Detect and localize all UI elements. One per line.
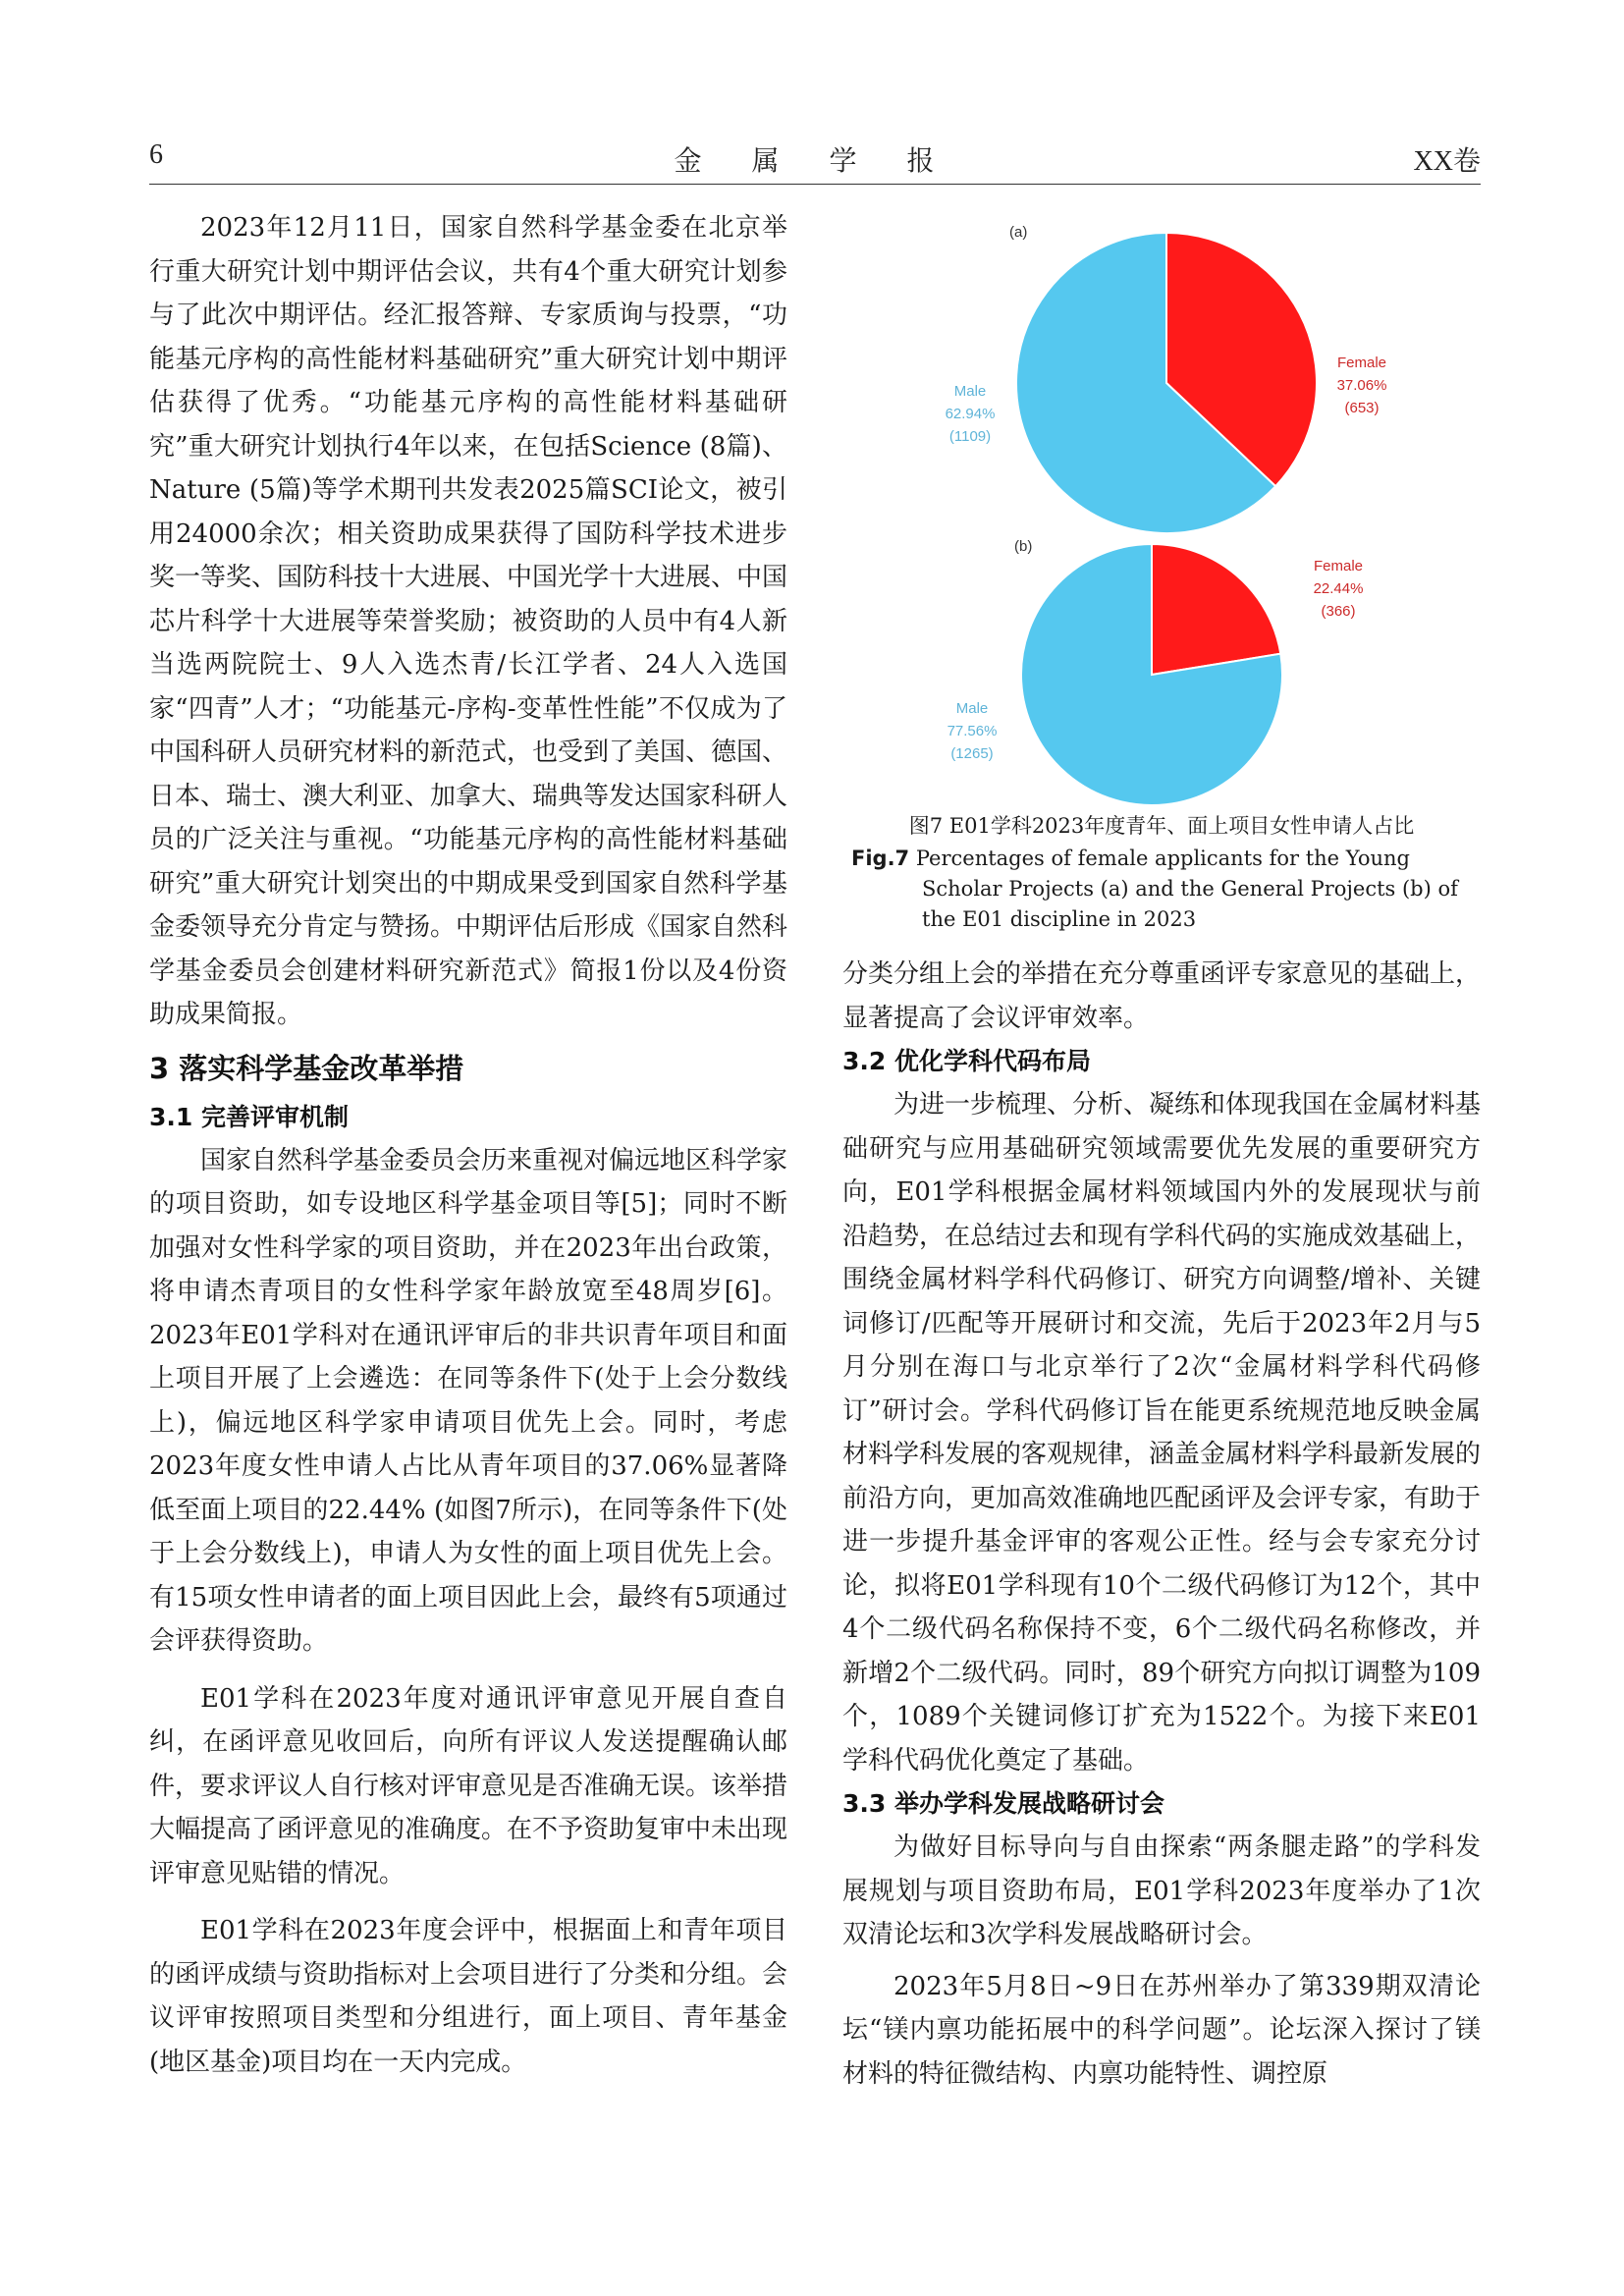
pie-b-female-count: (366) — [1321, 603, 1356, 620]
pie-a-male-name: Male — [953, 383, 987, 400]
pie-b-male-label — [933, 697, 1011, 765]
pie-b-female-label — [1294, 555, 1382, 623]
pie-a-female-name: Female — [1336, 355, 1387, 371]
subsection-heading-3-2: 3.2 优化学科代码布局 — [842, 1047, 1091, 1075]
caption-english — [851, 844, 1472, 935]
caption-fig-label: Fig.7 — [851, 847, 910, 870]
figure-caption — [842, 810, 1481, 935]
pie-b-male-count: (1265) — [950, 745, 994, 762]
caption-chinese: 图7 E01学科2023年度青年、面上项目女性申请人占比 — [908, 814, 1415, 838]
paragraph-discipline-codes: 为进一步梳理、分析、凝练和体现我国在金属材料基础研究与应用基础研究领域需要优先发展的重要研究方向，E01学科根据金属材料领域国内外的发展现状与前沿趋势，在总结过去和现有学科代码的实施成效基础上，围绕金属材料学科代码修订、研究方向调整/增补、关键词修订/匹配等开展研讨和交流，先后于2023年2月与5月分别在海口与北京举行了2次“金属材料学科代码修订”研讨会。学科代码修订旨在能更系统规范地反映金属材料学科发展的客观规律，涵盖金属材料学科最新发展的前沿方向，更加高效准确地匹配函评及会评专家，有助于进一步提升基金评审的客观公正性。经与会专家充分讨论，拟将E01学科现有10个二级代码修订为12个，其中4个二级代码名称保持不变，6个二级代码名称修改，并新增2个二级代码。同时，89个研究方向拟订调整为109个，1089个关键词修订扩充为1522个。为接下来E01学科代码优化奠定了基础。 — [842, 1090, 1482, 1776]
paragraph-grouping-result: 分类分组上会的举措在充分尊重函评专家意见的基础上，显著提高了会议评审效率。 — [842, 959, 1482, 1033]
pie-chart-b — [1019, 542, 1284, 807]
page-number: 6 — [149, 139, 163, 170]
paragraph-strategy-seminars: 为做好目标导向与自由探索“两条腿走路”的学科发展规划与项目资助布局，E01学科2023年度举办了1次双清论坛和3次学科发展战略研讨会。 — [842, 1832, 1481, 1949]
left-column — [149, 206, 787, 2084]
volume-label: XX卷 — [1413, 146, 1481, 177]
paragraph-panel-review: E01学科在2023年度会评中，根据面上和青年项目的函评成绩与资助指标对上会项目进行了分类和分组。会议评审按照项目类型和分组进行，面上项目、青年基金(地区基金)项目均在一天内完成。 — [149, 1916, 788, 2077]
figure-7 — [842, 206, 1481, 953]
pie-b-male-name: Male — [955, 700, 989, 717]
paragraph-review-mechanism: 国家自然科学基金委员会历来重视对偏远地区科学家的项目资助，如专设地区科学基金项目等[5]；同时不断加强对女性科学家的项目资助，并在2023年出台政策，将申请杰青项目的女性科学家年龄放宽至48周岁[6]。2023年E01学科对在通讯评审后的非共识青年项目和面上项目开展了上会遴选：在同等条件下(处于上会分数线上)，偏远地区科学家申请项目优先上会。同时，考虑2023年度女性申请人占比从青年项目的37.06%显著降低至面上项目的22.44% (如图7所示)，在同等条件下(处于上会分数线上)，申请人为女性的面上项目优先上会。有15项女性申请者的面上项目因此上会，最终有5项通过会评获得资助。 — [149, 1145, 788, 1656]
pie-b-female-name: Female — [1313, 558, 1364, 574]
journal-title: 金 属 学 报 — [674, 146, 956, 177]
panel-b-tag: (b) — [1014, 538, 1033, 555]
right-column — [842, 206, 1481, 2096]
paragraph-self-check: E01学科在2023年度对通讯评审意见开展自查自纠，在函评意见收回后，向所有评议人发送提醒确认邮件，要求评议人自行核对评审意见是否准确无误。该举措大幅提高了函评意见的准确度。在不予资助复审中未出现评审意见贴错的情况。 — [149, 1683, 788, 1888]
pie-slice-female — [1152, 544, 1280, 675]
subsection-heading-3-3: 3.3 举办学科发展战略研讨会 — [842, 1789, 1164, 1818]
pie-a-male-count: (1109) — [948, 428, 992, 445]
panel-a-tag: (a) — [1009, 224, 1028, 241]
section-heading-3: 3 落实科学基金改革举措 — [149, 1051, 464, 1085]
pie-a-female-label — [1308, 352, 1416, 419]
paragraph-shuangqing-forum: 2023年5月8日~9日在苏州举办了第339期双清论坛“镁内禀功能拓展中的科学问题”。论坛深入探讨了镁材料的特征微结构、内禀功能特性、调控原 — [842, 1971, 1481, 2089]
pie-a-female-count: (653) — [1344, 400, 1380, 416]
pie-chart-a — [1014, 231, 1319, 535]
paragraph-midterm-evaluation: 2023年12月11日，国家自然科学基金委在北京举行重大研究计划中期评估会议，共有4个重大研究计划参与了此次中期评估。经汇报答辩、专家质询与投票，“功能基元序构的高性能材料基础研究”重大研究计划中期评估获得了优秀。“功能基元序构的高性能材料基础研究”重大研究计划执行4年以来，在包括Science (8篇)、Nature (5篇)等学术期刊共发表2025篇SCI论文，被引用24000余次；相关资助成果获得了国防科学技术进步奖一等奖、国防科技十大进展、中国光学十大进展、中国芯片科学十大进展等荣誉奖励；被资助的人员中有4人新当选两院院士、9人入选杰青/长江学者、24人入选国家“四青”人才；“功能基元-序构-变革性性能”不仅成为了中国科研人员研究材料的新范式，也受到了美国、德国、日本、瑞士、澳大利亚、加拿大、瑞典等发达国家科研人员的广泛关注与重视。“功能基元序构的高性能材料基础研究”重大研究计划突出的中期成果受到国家自然科学基金委领导充分肯定与赞扬。中期评估后形成《国家自然科学基金委员会创建材料研究新范式》简报1份以及4份资助成果简报。 — [149, 213, 788, 1029]
pie-b-female-pct: 22.44% — [1313, 580, 1364, 597]
pie-a-male-pct: 62.94% — [945, 406, 996, 422]
running-header — [149, 139, 1481, 179]
header-rule — [149, 184, 1481, 185]
subsection-heading-3-1: 3.1 完善评审机制 — [149, 1102, 349, 1131]
pie-a-female-pct: 37.06% — [1336, 377, 1387, 394]
pie-a-male-label — [931, 380, 1009, 448]
pie-b-male-pct: 77.56% — [947, 723, 998, 739]
caption-english-text: Percentages of female applicants for the Young Scholar Projects (a) and the General Projects (b) of the E01 discipline in 2023 — [915, 847, 1458, 931]
